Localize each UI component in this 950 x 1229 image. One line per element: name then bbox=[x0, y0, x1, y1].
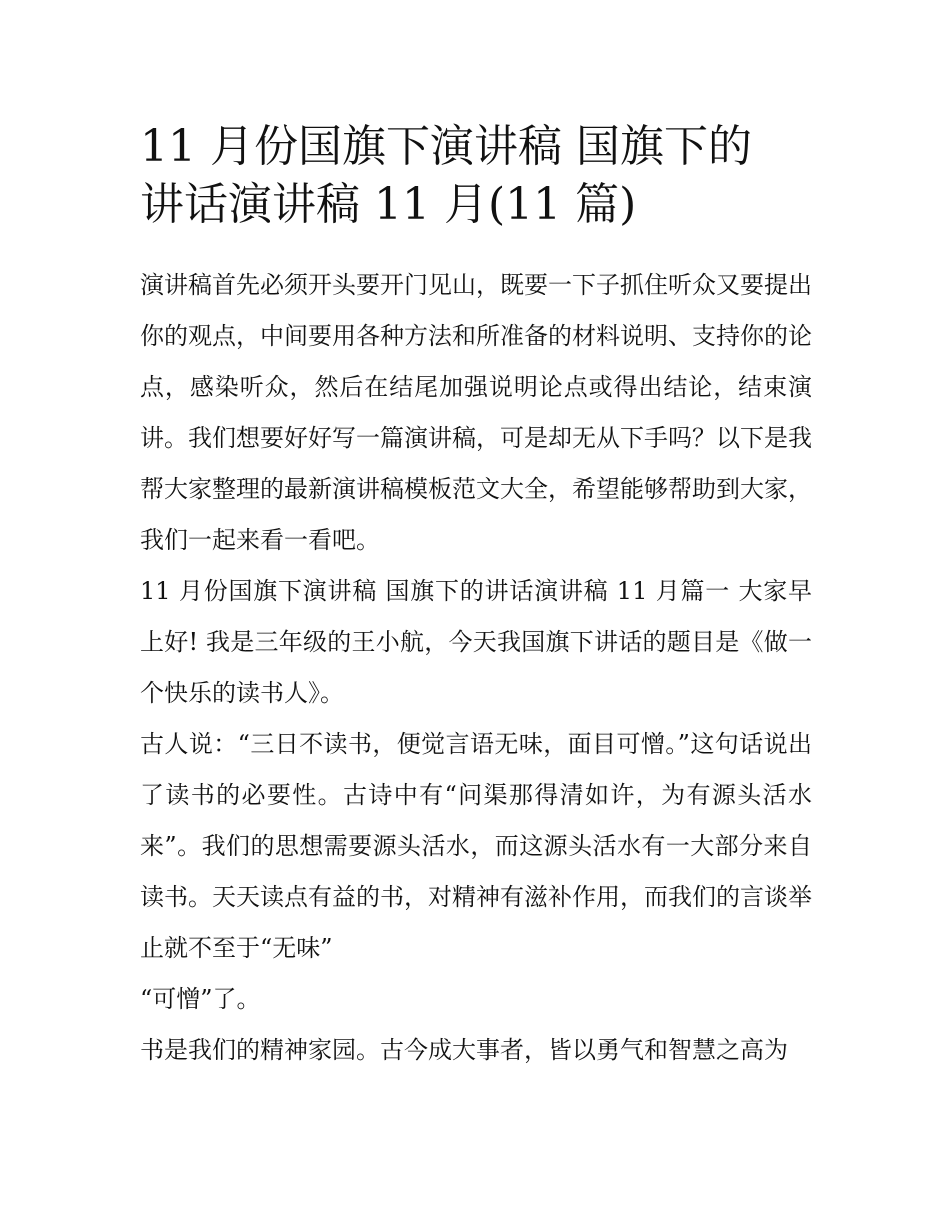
paragraph-intro: 演讲稿首先必须开头要开门见山，既要一下子抓住听众又要提出你的观点，中间要用各种方法和所准备的材料说明、支持你的论点，感染听众，然后在结尾加强说明论点或得出结论，结束演讲。我们想要好好写一篇演讲稿，可是却无从下手吗？以下是我帮大家整理的最新演讲稿模板范文大全，希望能够帮助到大家，我们一起来看一看吧。 bbox=[140, 271, 812, 554]
paragraph-quote: 古人说：“三日不读书，便觉言语无味，面目可憎。”这句话说出了读书的必要性。古诗中有“问渠那得清如许，为有源头活水来”。我们的思想需要源头活水，而这源头活水有一大部分来自读书。天天读点有益的书，对精神有滋补作用，而我们的言谈举止就不至于“无味” bbox=[140, 730, 812, 962]
title-line-1: 11 月份国旗下演讲稿 国旗下的 bbox=[140, 121, 752, 172]
paragraph-quote-end: “可憎”了。 bbox=[140, 985, 261, 1013]
paragraph-spiritual-home: 书是我们的精神家园。古今成大事者，皆以勇气和智慧之高为 bbox=[140, 1036, 788, 1064]
document-title bbox=[140, 118, 812, 234]
document-page bbox=[140, 118, 812, 1076]
paragraph-opening: 11 月份国旗下演讲稿 国旗下的讲话演讲稿 11 月篇一 大家早上好! 我是三年级的王小航，今天我国旗下讲话的题目是《做一个快乐的读书人》。 bbox=[140, 577, 812, 707]
title-line-2: 讲话演讲稿 11 月(11 篇) bbox=[140, 179, 637, 230]
